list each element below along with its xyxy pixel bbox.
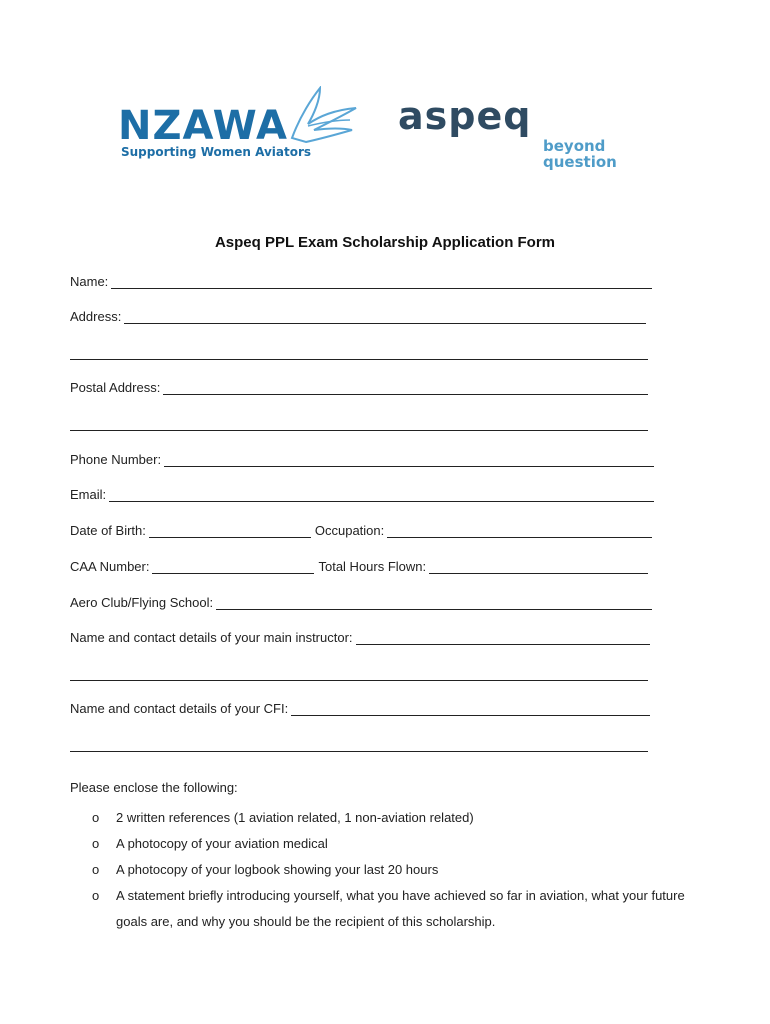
bird-wing-icon: [290, 86, 360, 146]
postal-address-row: [70, 380, 648, 395]
dob-label: Date of Birth:: [70, 523, 146, 538]
cfi-label: Name and contact details of your CFI:: [70, 701, 289, 716]
list-item: [92, 831, 692, 857]
dob-field[interactable]: [149, 523, 311, 538]
nzawa-logo: [118, 86, 358, 166]
bullet-marker: o: [92, 888, 100, 903]
list-item-text: A photocopy of your logbook showing your last 20 hours: [116, 862, 439, 877]
phone-row: [70, 452, 654, 467]
email-row: [70, 487, 654, 502]
enclosures-list: [92, 805, 692, 935]
bullet-marker: o: [92, 836, 100, 851]
occupation-label: Occupation:: [314, 523, 385, 538]
enclosures-heading: Please enclose the following:: [70, 780, 238, 795]
list-item: [92, 883, 701, 935]
bullet-marker: o: [92, 810, 100, 825]
cfi-row: [70, 701, 650, 716]
instructor-field[interactable]: [356, 630, 650, 645]
address-row: [70, 309, 646, 324]
caa-field[interactable]: [152, 559, 314, 574]
caa-label: CAA Number:: [70, 559, 150, 574]
address-label: Address:: [70, 309, 122, 324]
list-item: [92, 857, 692, 883]
postal-address-field[interactable]: [163, 380, 648, 395]
nzawa-logo-text: NZAWA: [118, 103, 288, 149]
address-field-line-2[interactable]: [70, 358, 648, 360]
email-label: Email:: [70, 487, 107, 502]
list-item-text: A statement briefly introducing yourself, what you have achieved so far in aviation, what your future goals are, and why you should be the recipient of this scholarship.: [116, 888, 685, 929]
name-row: [70, 274, 652, 289]
bullet-marker: o: [92, 862, 100, 877]
instructor-field-line-2[interactable]: [70, 679, 648, 681]
aero-club-row: [70, 595, 652, 610]
email-field[interactable]: [109, 487, 654, 502]
caa-hours-row: [70, 559, 648, 574]
postal-address-field-line-2[interactable]: [70, 429, 648, 431]
cfi-field-line-2[interactable]: [70, 750, 648, 752]
aspeq-tagline-line1: beyond: [543, 137, 606, 155]
postal-address-label: Postal Address:: [70, 380, 161, 395]
list-item: [92, 805, 692, 831]
instructor-label: Name and contact details of your main instructor:: [70, 630, 353, 645]
name-field[interactable]: [111, 274, 652, 289]
aspeq-logo-text: aspeq: [398, 94, 532, 138]
aspeq-tagline: [543, 138, 617, 170]
hours-field[interactable]: [429, 559, 648, 574]
aspeq-logo: [398, 96, 628, 176]
phone-label: Phone Number:: [70, 452, 162, 467]
cfi-field[interactable]: [291, 701, 650, 716]
aero-club-label: Aero Club/Flying School:: [70, 595, 214, 610]
name-label: Name:: [70, 274, 109, 289]
nzawa-tagline: Supporting Women Aviators: [121, 145, 312, 159]
address-field[interactable]: [124, 309, 646, 324]
list-item-text: 2 written references (1 aviation related, 1 non-aviation related): [116, 810, 474, 825]
phone-field[interactable]: [164, 452, 654, 467]
hours-label: Total Hours Flown:: [318, 559, 427, 574]
aspeq-tagline-line2: question: [543, 153, 617, 171]
instructor-row: [70, 630, 650, 645]
dob-occupation-row: [70, 523, 652, 538]
form-title: Aspeq PPL Exam Scholarship Application Form: [214, 234, 556, 251]
aero-club-field[interactable]: [216, 595, 652, 610]
occupation-field[interactable]: [387, 523, 652, 538]
list-item-text: A photocopy of your aviation medical: [116, 836, 328, 851]
